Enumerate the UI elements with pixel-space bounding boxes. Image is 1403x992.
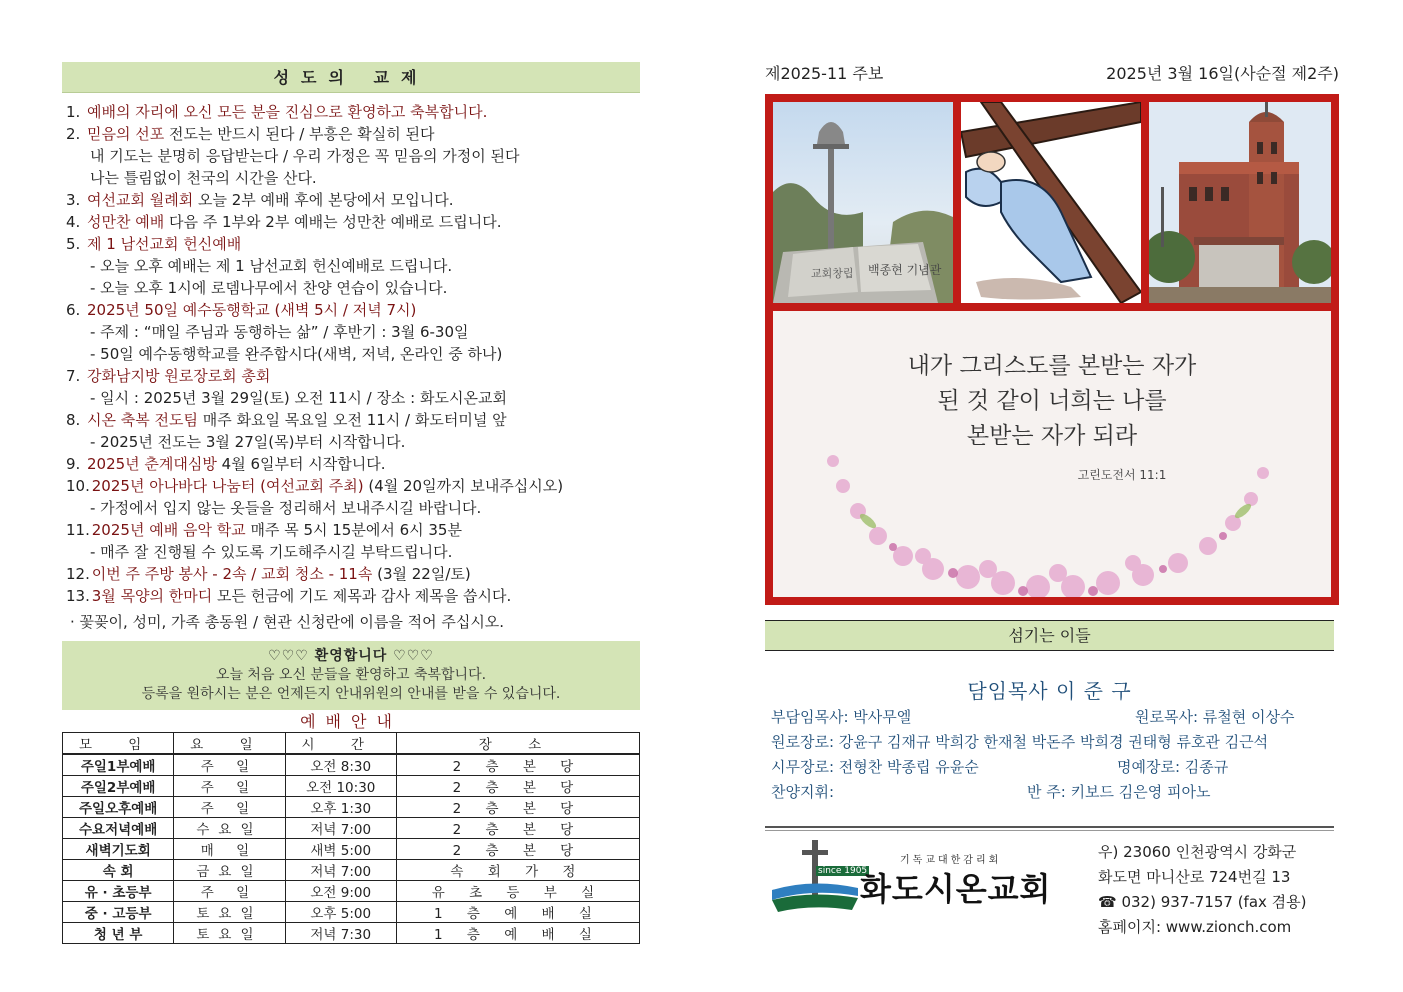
cell-place: 1 층 예 배 실 (396, 923, 639, 944)
phone: ☎ 032) 937-7157 (fax 겸용) (1098, 893, 1307, 911)
news-highlight: 이번 주 주방 봉사 - 2속 / 교회 청소 - 11속 (87, 565, 373, 583)
col-header-time: 시 간 (285, 733, 396, 755)
assoc-pastor: 부담임목사: 박사무엘 (771, 708, 912, 726)
left-page (62, 62, 640, 944)
bible-verse (773, 349, 1331, 454)
verse-line-3: 본받는 자가 되라 (966, 423, 1138, 449)
address-line1: 우) 23060 인천광역시 강화군 (1098, 843, 1297, 861)
news-item (62, 453, 640, 475)
church-address (1098, 840, 1307, 940)
cell-day: 금요일 (174, 860, 285, 881)
bullet-notice (62, 611, 640, 633)
news-highlight: 성만찬 예배 (87, 213, 165, 231)
table-row (63, 902, 640, 923)
table-row (63, 860, 640, 881)
news-number: 4. (66, 213, 81, 231)
issue-number: 제2025-11 주보 (765, 64, 884, 83)
col-header-place: 장 소 (396, 733, 639, 755)
news-item (62, 299, 640, 321)
news-highlight: 2025년 아나바다 나눔터 (여선교회 주최) (87, 477, 364, 495)
news-number: 3. (66, 191, 81, 209)
table-row (63, 754, 640, 776)
cell-place: 2 층 본 당 (396, 818, 639, 839)
cell-meeting: 속 회 (63, 860, 174, 881)
divider-thin (765, 830, 1334, 831)
news-text: 4월 6일부터 시작합니다. (216, 455, 386, 473)
news-text: - 주제 : “매일 주님과 동행하는 삶” / 후반기 : 3월 6-30일 (90, 323, 469, 341)
table-row (63, 776, 640, 797)
news-text: 다음 주 1부와 2부 예배는 성만찬 예배로 드립니다. (164, 213, 502, 231)
news-text: 전도는 반드시 된다 / 부흥은 확실히 된다 (164, 125, 435, 143)
verse-line-2: 된 것 같이 너희는 나를 (937, 388, 1167, 414)
news-item (62, 387, 640, 409)
address-line2: 화도면 마니산로 724번길 13 (1098, 868, 1291, 886)
bullet-highlight: · 꽃꽂이, 성미, 가족 총동원 (70, 613, 249, 631)
cell-day: 주 일 (174, 754, 285, 776)
cell-day: 주 일 (174, 797, 285, 818)
cell-meeting: 수요저녁예배 (63, 818, 174, 839)
emeritus-elders: 원로장로: 강윤구 김재규 박희강 한재철 박돈주 박희경 권태형 류호관 김근석 (771, 733, 1269, 751)
church-logo-icon (772, 838, 862, 918)
cell-time: 저녁 7:00 (285, 860, 396, 881)
photo-collage (765, 94, 1339, 605)
choir-director: 찬양지휘: (771, 783, 835, 801)
news-text: 나는 틀림없이 천국의 시간을 산다. (90, 169, 317, 187)
verse-line-1: 내가 그리스도를 본받는 자가 (907, 353, 1197, 379)
cell-time: 오후 5:00 (285, 902, 396, 923)
news-text: - 50일 예수동행학교를 완주합시다(새벽, 저녁, 온라인 중 하나) (90, 345, 503, 363)
news-item (62, 233, 640, 255)
cell-day: 토요일 (174, 902, 285, 923)
emeritus-pastors: 원로목사: 류철현 이상수 (1135, 708, 1295, 726)
news-number: 6. (66, 301, 81, 319)
news-item (62, 321, 640, 343)
welcome-line1: 오늘 처음 오신 분들을 환영하고 축복합니다. (215, 667, 487, 683)
worship-table (62, 732, 640, 944)
welcome-title: ♡♡♡ 환영합니다 ♡♡♡ (268, 648, 434, 664)
news-item (62, 123, 640, 145)
verse-reference: 고린도전서 11:1 (1077, 468, 1167, 482)
logo-denomination: 기독교대한감리회 (900, 855, 1002, 866)
news-highlight: 강화남지방 원로장로회 총회 (87, 367, 271, 385)
welcome-box (62, 641, 640, 710)
table-row (63, 839, 640, 860)
news-number: 7. (66, 367, 81, 385)
news-item (62, 211, 640, 233)
news-text: - 일시 : 2025년 3월 29일(토) 오전 11시 / 장소 : 화도시온교회 (90, 389, 507, 407)
news-text: 내 기도는 분명히 응답받는다 / 우리 가정은 꼭 믿음의 가정이 된다 (90, 147, 520, 165)
news-text: 매주 화요일 목요일 오전 11시 / 화도터미널 앞 (197, 411, 507, 429)
news-number: 13. (66, 587, 90, 605)
news-highlight: 2025년 예배 음악 학교 (87, 521, 246, 539)
news-item (62, 101, 640, 123)
bulletin-date: 2025년 3월 16일(사순절 제2주) (1106, 64, 1339, 83)
news-number: 8. (66, 411, 81, 429)
news-list (62, 101, 640, 607)
news-text: 모든 헌금에 기도 제목과 감사 제목을 씁시다. (212, 587, 512, 605)
news-highlight: 여선교회 월례회 (87, 191, 194, 209)
cell-place: 2 층 본 당 (396, 839, 639, 860)
fellowship-header: 성도의 교제 (62, 62, 640, 93)
cell-time: 오전 8:30 (285, 754, 396, 776)
stone-left-text: 교회창립 (811, 267, 854, 280)
cell-meeting: 새벽기도회 (63, 839, 174, 860)
news-item (62, 277, 640, 299)
news-item (62, 541, 640, 563)
cell-time: 오전 10:30 (285, 776, 396, 797)
cell-meeting: 주일오후예배 (63, 797, 174, 818)
news-highlight: 2025년 50일 예수동행학교 (새벽 5시 / 저녁 7시) (87, 301, 417, 319)
col-header-meeting: 모 임 (63, 733, 174, 755)
news-highlight: 예배의 자리에 오신 모든 분을 진심으로 환영하고 축복합니다. (87, 103, 488, 121)
news-highlight: 3월 목양의 한마디 (87, 587, 213, 605)
church-building-photo (1149, 102, 1331, 303)
news-item (62, 585, 640, 607)
news-text: (3월 22일/토) (372, 565, 471, 583)
news-item (62, 475, 640, 497)
cell-day: 주 일 (174, 776, 285, 797)
cell-meeting: 청 년 부 (63, 923, 174, 944)
cell-day: 수요일 (174, 818, 285, 839)
active-elders: 시무장로: 전형찬 박종립 유윤순 (771, 758, 979, 776)
news-item (62, 189, 640, 211)
worship-guide-title: 예배안내 (300, 712, 402, 731)
news-text: - 오늘 오후 예배는 제 1 남선교회 헌신예배로 드립니다. (90, 257, 453, 275)
cell-meeting: 주일2부예배 (63, 776, 174, 797)
news-number: 9. (66, 455, 81, 473)
news-number: 12. (66, 565, 90, 583)
bullet-text: / 현관 신청란에 이름을 적어 주십시오. (248, 613, 505, 631)
news-highlight: 시온 축복 전도팀 (87, 411, 198, 429)
news-item (62, 145, 640, 167)
cell-place: 2 층 본 당 (396, 754, 639, 776)
cell-place: 1 층 예 배 실 (396, 902, 639, 923)
news-number: 2. (66, 125, 81, 143)
logo-since: since 1905 (818, 866, 868, 876)
cell-day: 토요일 (174, 923, 285, 944)
news-text: 오늘 2부 예배 후에 본당에서 모입니다. (193, 191, 454, 209)
news-item (62, 431, 640, 453)
cell-time: 저녁 7:30 (285, 923, 396, 944)
news-number: 1. (66, 103, 81, 121)
news-highlight: 2025년 춘계대심방 (87, 455, 217, 473)
cell-time: 오전 9:00 (285, 881, 396, 902)
news-item (62, 365, 640, 387)
stone-right-text: 백종현 기념관 (868, 263, 942, 277)
news-text: - 오늘 오후 1시에 로뎀나무에서 찬양 연습이 있습니다. (90, 279, 448, 297)
cell-day: 매 일 (174, 839, 285, 860)
table-row (63, 818, 640, 839)
news-text: - 가정에서 입지 않는 옷들을 정리해서 보내주시길 바랍니다. (90, 499, 482, 517)
church-logo (772, 838, 1072, 918)
news-item (62, 167, 640, 189)
divider (765, 826, 1334, 828)
news-item (62, 519, 640, 541)
news-text: 매주 목 5시 15분에서 6시 35분 (245, 521, 462, 539)
news-highlight: 믿음의 선포 (87, 125, 165, 143)
cell-day: 주 일 (174, 881, 285, 902)
news-number: 5. (66, 235, 81, 253)
cell-place: 2 층 본 당 (396, 797, 639, 818)
news-number: 10. (66, 477, 90, 495)
news-text: - 2025년 전도는 3월 27일(목)부터 시작합니다. (90, 433, 406, 451)
staff-list (771, 705, 1326, 805)
news-item (62, 497, 640, 519)
table-row (63, 881, 640, 902)
news-item (62, 563, 640, 585)
bell-tower-photo (773, 102, 953, 303)
cell-meeting: 유 · 초등부 (63, 881, 174, 902)
lead-pastor: 담임목사 이 준 구 (967, 679, 1132, 703)
right-page-header (765, 58, 1339, 88)
verse-image (773, 311, 1331, 597)
honorary-elder: 명예장로: 김종규 (1117, 758, 1229, 776)
accompanists: 반 주: 키보드 김은영 피아노 (1027, 783, 1211, 801)
news-item (62, 409, 640, 431)
cell-meeting: 중 · 고등부 (63, 902, 174, 923)
news-item (62, 255, 640, 277)
news-highlight: 제 1 남선교회 헌신예배 (87, 235, 242, 253)
cell-meeting: 주일1부예배 (63, 754, 174, 776)
table-row (63, 923, 640, 944)
homepage-link[interactable]: 홈페이지: www.zionch.com (1098, 918, 1292, 936)
cell-time: 오후 1:30 (285, 797, 396, 818)
table-row (63, 797, 640, 818)
news-text: (4월 20일까지 보내주십시오) (363, 477, 564, 495)
cell-place: 속 회 가 정 (396, 860, 639, 881)
news-number: 11. (66, 521, 90, 539)
servants-header: 섬기는 이들 (765, 620, 1334, 651)
welcome-line2: 등록을 원하시는 분은 언제든지 안내위원의 안내를 받을 수 있습니다. (141, 686, 561, 702)
cell-place: 2 층 본 당 (396, 776, 639, 797)
cell-time: 저녁 7:00 (285, 818, 396, 839)
news-item (62, 343, 640, 365)
cross-drawing (961, 102, 1141, 303)
news-text: - 매주 잘 진행될 수 있도록 기도해주시길 부탁드립니다. (90, 543, 453, 561)
cell-time: 새벽 5:00 (285, 839, 396, 860)
logo-church-name: 화도시온교회 (860, 870, 1052, 908)
col-header-day: 요 일 (174, 733, 285, 755)
cell-place: 유 초 등 부 실 (396, 881, 639, 902)
